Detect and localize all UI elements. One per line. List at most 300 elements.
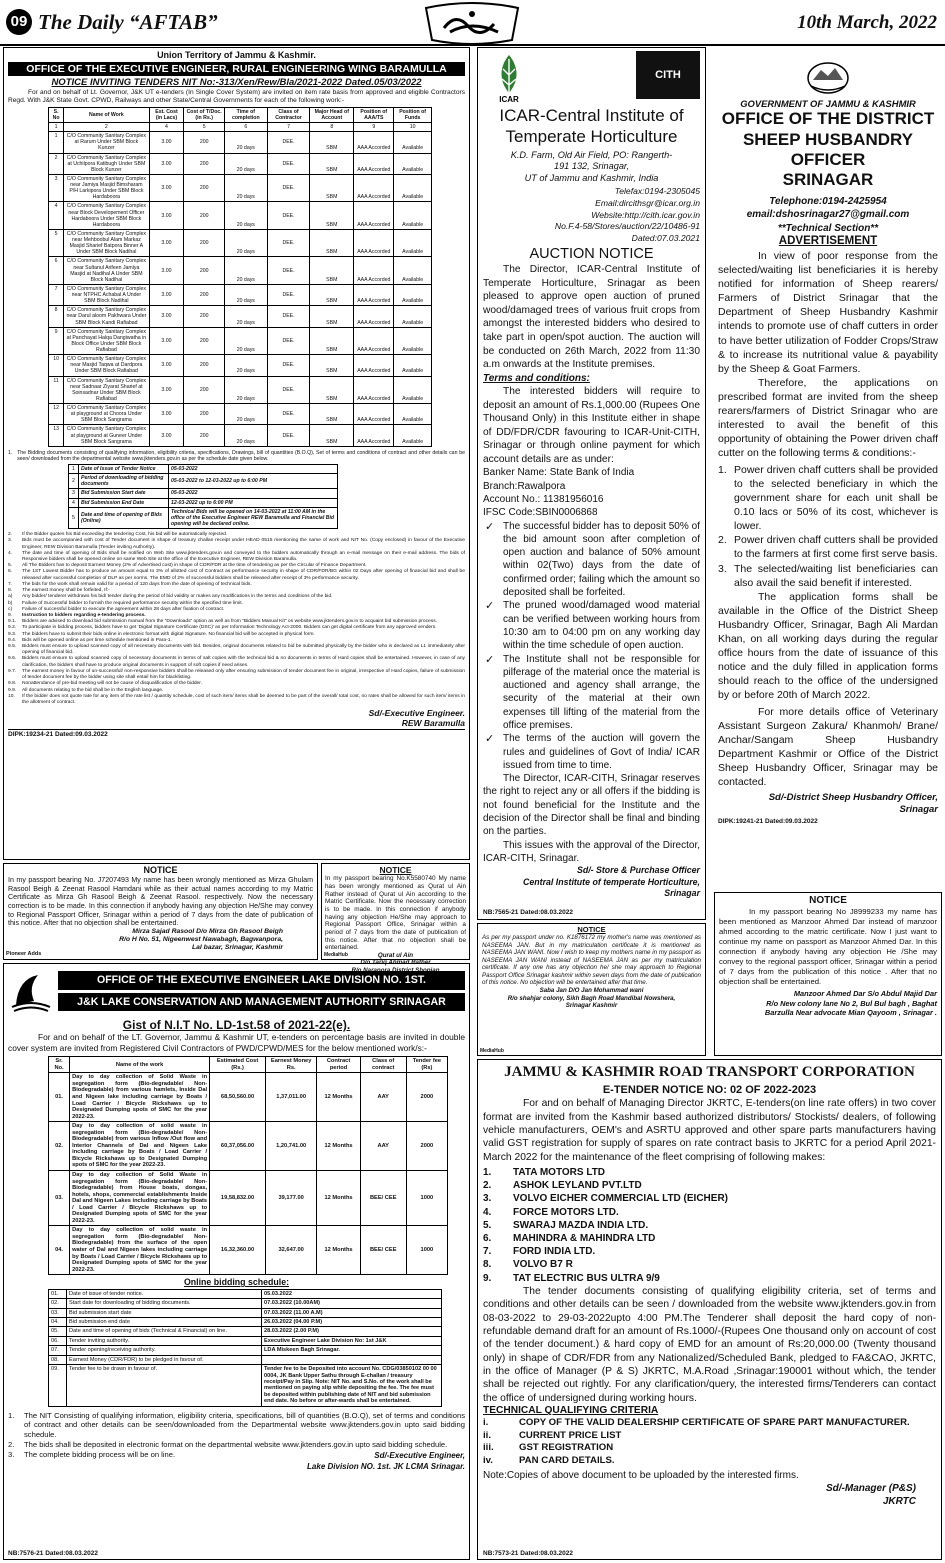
notice-4 bbox=[714, 892, 942, 1056]
rew-clause bbox=[8, 569, 465, 581]
lake-row-fee: 2000 bbox=[406, 1122, 447, 1171]
rew-row-class: DEE. bbox=[267, 404, 310, 425]
jkrtc-make-item bbox=[483, 1245, 936, 1258]
rew-clause-text: If the Bidder quotes his Bid exceeding the tendering Cost, his bid will be automatically rejected. bbox=[22, 532, 228, 538]
rew-row-head: SBM bbox=[310, 257, 354, 285]
rew-row-funds: Available bbox=[394, 306, 432, 327]
jkrtc-make-name: TATA MOTORS LTD bbox=[513, 1167, 606, 1179]
sheep-p4: For more details office of Veterinary Assistant Surgeon Zakura/ Khanmoh/ Brane/ Anchar/Sangam Sheep Husbandry Department Kashmir or Office of the District Sheep Husbandry Officer, Srinagar may be contacted. bbox=[718, 706, 938, 789]
rew-table-row bbox=[49, 229, 432, 257]
lake-schedule-row bbox=[49, 1365, 442, 1407]
rew-row-head: SBM bbox=[310, 327, 354, 355]
rew-row-head: SBM bbox=[310, 284, 354, 305]
lake-col-header: Name of the work bbox=[70, 1057, 210, 1073]
jkrtc-subtitle: E-TENDER NOTICE NO: 02 OF 2022-2023 bbox=[602, 1084, 817, 1096]
rew-row-work: C/O Community Sanitary Complex at playground at Guneer Under SBM Block Sangrama bbox=[64, 425, 149, 446]
rew-clause-no: 9.7. bbox=[8, 668, 17, 674]
notice-2-title: NOTICE bbox=[379, 865, 412, 875]
rew-clause-text: All documents relating to the bid shall be in the English language. bbox=[22, 687, 164, 693]
icar-term-3: ✓ The Institute shall not be responsible for pilferage of the material once the material is auctioned and agency shall arrange, the security of the material at their own expenses till lifting of the material from the office premises. bbox=[483, 653, 700, 733]
notice-1-sign3: Lal bazar, Srinagar, Kashmir bbox=[191, 944, 283, 952]
jkrtc-make-item bbox=[483, 1232, 936, 1245]
rew-clause bbox=[8, 694, 465, 706]
icar-sign1: Sd/- Store & Purchase Officer bbox=[576, 865, 700, 876]
notice-2-sign2: D/o Tariq Ahmad Rather bbox=[360, 959, 431, 967]
rew-row-cost: 3.00 bbox=[149, 153, 184, 174]
rew-row-work: C/O Community Sanitary Complex at playground at Choora Under SBM Block Sangrama bbox=[64, 404, 149, 425]
rew-col-number: 8 bbox=[310, 123, 354, 132]
rew-clause bbox=[8, 538, 465, 550]
jkrtc-criteria-item bbox=[483, 1442, 936, 1454]
sheep-title-2: SHEEP HUSBANDRY OFFICER bbox=[742, 129, 914, 170]
notice-2-sign1: Qurat ul Ain bbox=[377, 952, 414, 960]
sheep-title-3: SRINAGAR bbox=[782, 170, 874, 190]
rew-row-time: 20 days bbox=[224, 355, 267, 376]
lake-sched-no: 05. bbox=[49, 1327, 67, 1336]
notice-4-sign1: Manzoor Ahmed Dar S/o Abdul Majid Dar bbox=[793, 989, 937, 998]
rew-row-doc-cost: 200 bbox=[184, 306, 225, 327]
lake-title-1: OFFICE OF THE EXECUTIVE ENGINEER LAKE DIVISION NO. 1ST. bbox=[58, 971, 465, 990]
sheep-sign1: Sd/-District Sheep Husbandry Officer, bbox=[768, 791, 938, 803]
jkrtc-make-no: 6. bbox=[483, 1233, 492, 1244]
rew-row-time: 20 days bbox=[224, 425, 267, 446]
lake-sched-title: Online bidding schedule: bbox=[183, 1277, 290, 1288]
sheep-p1: In view of poor response from the selected/waiting list beneficiaries it is hereby notified for information of Sheep rearers/ Farmers of District Srinagar that the Department of Sheep Husbandry Kashmir intends to promote use of chaff cutters in order to have better utilization of Fodder Crops/Straw & to increase its nutritional value & payability by the Sheep & Goat Farmers. bbox=[718, 250, 938, 375]
rew-clause-no: 9.8. bbox=[8, 681, 17, 687]
icar-logo-icon bbox=[483, 51, 535, 103]
rew-clause-no: 9.5. bbox=[8, 644, 17, 650]
rew-clause-text: The date and time of opening of Bids shall be notified on Web Site www.jktenders.gov.in and conveyed to the bidders automatically through an e-mail message on their e-mail address. The bids of Responsive bidders shall be opened online on same Web Site at the office of the Executive Engineer, REW Division Baramulla. bbox=[22, 550, 465, 562]
rew-row-work: C/O Community Sanitary Complex near Darul aloom Pakhwara Under SBM Block Kandi Rafiabad bbox=[64, 306, 149, 327]
rew-row-cost: 3.00 bbox=[149, 132, 184, 153]
rew-sched-value: 05-03-2022 bbox=[169, 465, 338, 474]
sheep-p2: Therefore, the applications on prescribed format are invited from the sheep rearers/farmers of District Srinagar who are interested to avail the benefit of this opportunity of obtaining the Power driven chaff cutter on the following terms & conditions:- bbox=[718, 376, 938, 460]
rew-row-funds: Available bbox=[394, 257, 432, 285]
rew-table-row bbox=[49, 284, 432, 305]
lake-sched-no: 06. bbox=[49, 1336, 67, 1345]
notice-3-body: As per my passport under no. K1876172 my mother's name was mentioned as NASEEMA JAN. But in my matriculation certificate it is mentioned as NASEEMA JAN WANI. Now I wish to keep my mothers name in my passport as NASEEMA JAN WANI instead of NASEEMA JAN as per my matriculation certificate. If any one has any objection he/ she may approach to Regional Passport Office Srinagar kashmir within seven days from the date of publication of this notice. No objection will be entertained after that time. bbox=[482, 934, 701, 987]
rew-col-number: 10 bbox=[394, 123, 432, 132]
rew-table-row bbox=[49, 257, 432, 285]
rew-clause-no: 9.9. bbox=[8, 687, 17, 693]
rew-clause-text: Any bidder/ tenderer withdraws his bid/ tender during the period of bid validity or makes any modifications in the terms and conditions of the bid. bbox=[22, 594, 333, 600]
lake-row-fee: 2000 bbox=[406, 1073, 447, 1122]
notice-3 bbox=[477, 923, 706, 1056]
rew-col-header: Position of AAA/TS bbox=[354, 107, 394, 122]
rew-sched-value: 05-03-2022 bbox=[169, 489, 338, 498]
lake-row-cost: 68,50,560.00 bbox=[210, 1073, 266, 1122]
jkrtc-crit-text: COPY OF THE VALID DEALERSHIP CERTIFICATE OF SPARE PART MANUFACTURER. bbox=[519, 1417, 910, 1429]
lcma-logo-icon bbox=[8, 967, 54, 1015]
rew-row-funds: Available bbox=[394, 376, 432, 404]
cith-logo-icon: CITH bbox=[636, 51, 700, 99]
lake-row-work: Day to day collection of solid waste in segregation form (Bio-degradable/ Non-Biodegradable) from various Inflow /Out flow and Interior Channels of Dal and Nigeen Lake including carriage by Boats / Load Carrier / Bicycle Rickshaws up to Designated Dumping spots of SMC for the year 2022-23. bbox=[70, 1122, 210, 1171]
rew-row-funds: Available bbox=[394, 153, 432, 174]
rew-col-number: 7 bbox=[267, 123, 310, 132]
rew-row-doc-cost: 200 bbox=[184, 355, 225, 376]
notice-2 bbox=[321, 863, 470, 967]
rew-sched-no: 1 bbox=[69, 465, 79, 474]
lake-table-row bbox=[49, 1170, 448, 1225]
jkrtc-make-name: ASHOK LEYLAND PVT.LTD bbox=[513, 1180, 642, 1192]
rew-row-funds: Available bbox=[394, 132, 432, 153]
sheep-sign2: Srinagar bbox=[899, 803, 938, 815]
rew-clause-text: To participate in bidding process, bidders have to get ‘Digital Signature Certificate (DSC)’ as per Information Technology Act-2000. Bidders can get digital certificate from any approved venders. bbox=[22, 625, 437, 631]
rew-clause-no: 3. bbox=[8, 538, 13, 544]
jkrtc-criteria-item bbox=[483, 1430, 936, 1442]
jkrtc-p2: The tender documents consisting of qualifying eligibility criteria, set of terms and conditions and other details can be seen / downloaded from the website www.jktenders.gov.in from 08-03-2022 to 29-03-2022upto 4:00 PM.The Tenderer shall deposit the hard copy of non-refundable demand draft for an amount of Rs.1000/-(Rupees One thousand only on account of cost of the tender document.) & hard copy of EMD for an amount of Rs:20,000.00 (Twenty thousand only) in shape of CDR/FDR from any Nationalized/Scheduled Bank, pledged to FA&CAO, JKRTC, in the office of Manager (P & S) JKRTC, M.A.Road ,Srinagar:190001 without which, the tender shall be rejected out rightly. For any clarification/query, the interested firms/Tenderers can contact the office of undersigned during working hours. bbox=[483, 1285, 936, 1404]
rew-col-number: 9 bbox=[354, 123, 394, 132]
rew-row-time: 20 days bbox=[224, 229, 267, 257]
lake-division-ad bbox=[3, 963, 470, 1560]
rew-row-class: DEE. bbox=[267, 132, 310, 153]
jkrtc-make-name: VOLVO B7 R bbox=[513, 1259, 573, 1271]
rew-row-time: 20 days bbox=[224, 257, 267, 285]
notice-1-sign2: R/o H No. 51, Nigeenwest Nawabagh, Bagwanpora, bbox=[119, 936, 283, 944]
rew-clause-no: a) bbox=[8, 594, 13, 600]
rew-col-header: Est. Cost (in Lacs) bbox=[149, 107, 184, 122]
icar-term-2: ✓ The pruned wood/damaged wood material can be verified between working hours from 10:30 am to 04:00 pm on any working day within the time schedule of open auction. bbox=[483, 599, 700, 652]
rew-row-funds: Available bbox=[394, 355, 432, 376]
rew-col-header: Cost of T/Doc. (in Rs.) bbox=[184, 107, 225, 122]
rew-schedule-row bbox=[69, 489, 338, 498]
jkrtc-note: Note:Copies of above document to be uploaded by the interested firms. bbox=[483, 1470, 799, 1482]
rew-row-doc-cost: 200 bbox=[184, 425, 225, 446]
rew-sched-item: Bid Submission Start date bbox=[79, 489, 169, 498]
rew-row-funds: Available bbox=[394, 327, 432, 355]
rew-sign2: REW Baramulla bbox=[8, 718, 465, 729]
notice-1-source: Pioneer Adds bbox=[6, 951, 42, 958]
rew-row-doc-cost: 200 bbox=[184, 376, 225, 404]
svg-text:ICAR: ICAR bbox=[499, 95, 519, 103]
rew-row-head: SBM bbox=[310, 376, 354, 404]
lake-sched-item: Start date for downloading of bidding documents. bbox=[67, 1299, 262, 1308]
rew-row-doc-cost: 200 bbox=[184, 327, 225, 355]
notice-1-sign1: Mirza Sajad Rasool D/o Mirza Gh Rasool Beigh bbox=[132, 928, 283, 936]
lake-col-header: Class of contract bbox=[360, 1057, 406, 1073]
lake-schedule-row bbox=[49, 1318, 442, 1327]
rew-row-class: DEE. bbox=[267, 376, 310, 404]
jkrtc-make-name: FORD INDIA LTD. bbox=[513, 1246, 596, 1258]
issue-date: 10th March, 2022 bbox=[797, 12, 937, 33]
lake-gist: Gist of N.I.T No. LD-1st.58 of 2021-22(e). bbox=[122, 1018, 351, 1032]
jkrtc-crit-no: ii. bbox=[483, 1429, 491, 1441]
lake-intro: For and on behalf of the LT. Governor, Jammu & Kashmir UT, e-tenders on percentage basis are invited in double cover system are invited from Registered Civil Contractors of PWD/CPWD/MES for the below mentioned work/s:- bbox=[8, 1032, 465, 1054]
rew-row-sno: 3 bbox=[49, 174, 64, 202]
rew-row-head: SBM bbox=[310, 132, 354, 153]
lake-row-fee: 1000 bbox=[406, 1170, 447, 1225]
rew-row-head: SBM bbox=[310, 229, 354, 257]
rew-row-funds: Available bbox=[394, 174, 432, 202]
rew-row-time: 20 days bbox=[224, 284, 267, 305]
rew-row-aaa: AAA Accorded bbox=[354, 327, 394, 355]
rew-row-sno: 11 bbox=[49, 376, 64, 404]
rew-row-work: C/O Community Sanitary Complex at Uchilpora Katibugh Under SBM Block Kunzer bbox=[64, 153, 149, 174]
rew-clause-no: b) bbox=[8, 600, 13, 606]
rew-row-aaa: AAA Accorded bbox=[354, 257, 394, 285]
rew-clause-no: 9. bbox=[8, 612, 13, 618]
notice-3-sign3: Srinagar Kashmir bbox=[565, 1002, 618, 1010]
rew-clause-no: 6. bbox=[8, 569, 13, 575]
rew-row-head: SBM bbox=[310, 202, 354, 230]
rew-row-class: DEE. bbox=[267, 355, 310, 376]
lake-table-row bbox=[49, 1073, 448, 1122]
rew-col-number: 5 bbox=[184, 123, 225, 132]
page-number: 09 bbox=[6, 9, 32, 35]
rew-row-time: 20 days bbox=[224, 132, 267, 153]
rew-row-time: 20 days bbox=[224, 327, 267, 355]
rew-sched-value: 05-03-2022 to 12-03-2022 up to 6:00 PM bbox=[169, 474, 338, 489]
lake-row-emd: 39,177.00 bbox=[265, 1170, 316, 1225]
jkrtc-make-no: 9. bbox=[483, 1272, 492, 1284]
jkrtc-crit-no: iii. bbox=[483, 1442, 494, 1454]
rew-col-number: 1 bbox=[49, 123, 64, 132]
jkrtc-crit-text: GST REGISTRATION bbox=[519, 1442, 614, 1454]
icar-addr-2: 191 132, Srinagar, bbox=[553, 161, 630, 172]
lake-schedule-row bbox=[49, 1336, 442, 1345]
rew-row-work: C/O Community Sanitary Complex near Jamiya Masjid Bimsharam P/H Larkipora Under SBM Block Hardaboora bbox=[64, 174, 149, 202]
jkrtc-make-no: 2. bbox=[483, 1180, 492, 1192]
lake-schedule-row bbox=[49, 1289, 442, 1298]
icar-p4: This issues with the approval of the Director, ICAR-CITH, Srinagar. bbox=[483, 839, 700, 864]
rew-dipk: DIPK:19234-21 Dated:09.03.2022 bbox=[8, 730, 108, 738]
rew-row-cost: 3.00 bbox=[149, 229, 184, 257]
rew-clause-text: The earnest money shall be forfeited, If:- bbox=[22, 588, 110, 594]
rew-row-aaa: AAA Accorded bbox=[354, 132, 394, 153]
lake-cond-1: 1. The NIT Consisting of qualifying information, eligibility criteria, specifications, bill of quantities (B.O.Q), set of terms and conditions of contract and other details can be seen/downloaded from the Departmental website www.jktenders.gov.in upto said bidding schedule. bbox=[8, 1410, 465, 1440]
rew-row-work: C/O Community Sanitary Complex near Sultanul Arifeen Jamiya Masjid at Nadihal A Under SBM Block Nadihal bbox=[64, 257, 149, 285]
rew-row-aaa: AAA Accorded bbox=[354, 355, 394, 376]
rew-row-aaa: AAA Accorded bbox=[354, 376, 394, 404]
rew-row-cost: 3.00 bbox=[149, 376, 184, 404]
sheep-husbandry-ad bbox=[714, 47, 942, 890]
rew-row-doc-cost: 200 bbox=[184, 284, 225, 305]
rew-nit: NOTICE INVITING TENDERS NIT No:-313/Xen/Rew/Bla/2021-2022 Dated.05/03/2022 bbox=[51, 77, 422, 89]
icar-acct: Account No.: 11381956016 bbox=[483, 493, 604, 505]
lake-sched-item: Tender fee to be drawn in favour of. bbox=[67, 1365, 262, 1407]
rew-clause-text: The earnest money in favour of un-successful/ non-responsive bidders shall be released only after ensuring submission of tender document fee in original, irrespective of Hard copies, failure of submission of tender document fee by the bidder using site shall entail him for blacklisting. bbox=[22, 668, 465, 681]
lake-row-sno: 04. bbox=[49, 1226, 70, 1275]
rew-table-row bbox=[49, 425, 432, 446]
notice-4-body: In my passport bearing No J8999233 my name has been mentioned as Manzoor Ahmed Dar instead of manzoor ahmed according to the matric certificate. Now I just want to continue my name on passport as Manzoor Ahmed Dar. In this connection if anybody having any objection He /She may convey to the regional passport officer, Srinagar within a period of 7 days from the publication of this notice . After that no objection shall be entertained. bbox=[719, 907, 937, 986]
page-header bbox=[0, 0, 945, 46]
lake-row-sno: 02. bbox=[49, 1122, 70, 1171]
rew-clause-no: 9.1. bbox=[8, 619, 17, 625]
rew-clause-text: Bids will be opened online as per time schedule mentioned in Para-1. bbox=[22, 637, 172, 643]
lake-sched-item: Tender opening/receiving authority. bbox=[67, 1346, 262, 1355]
lake-sched-value: 07.03.2022 (11.00 A.M) bbox=[262, 1308, 442, 1317]
icar-auction-ad bbox=[477, 47, 706, 920]
sheep-term-1: 1. Power driven chaff cutters shall be provided to the selected beneficiary in which the government share for each unit shall be 0.10 lacs or 50% of its cost, whichever is lower. bbox=[718, 464, 938, 533]
rew-row-doc-cost: 200 bbox=[184, 132, 225, 153]
lake-title-2: J&K LAKE CONSERVATION AND MANAGEMENT AUTHORITY SRINAGAR bbox=[58, 993, 465, 1012]
lake-cond-2: 2. The bids shall be deposited in electronic format on the departmental website www.jktenders.gov.in upto said bidding schedule. bbox=[8, 1439, 448, 1449]
rew-row-sno: 2 bbox=[49, 153, 64, 174]
lake-works-table bbox=[48, 1056, 448, 1275]
rew-row-class: DEE. bbox=[267, 202, 310, 230]
lake-col-header: Estimated Cost (Rs.) bbox=[210, 1057, 266, 1073]
rew-row-head: SBM bbox=[310, 404, 354, 425]
rew-clause-no: 2. bbox=[8, 532, 13, 538]
rew-row-class: DEE. bbox=[267, 174, 310, 202]
rew-row-funds: Available bbox=[394, 404, 432, 425]
rew-row-head: SBM bbox=[310, 153, 354, 174]
rew-clause bbox=[8, 644, 465, 656]
lake-row-emd: 32,647.00 bbox=[265, 1226, 316, 1275]
lake-schedule-row bbox=[49, 1308, 442, 1317]
rew-sched-no: 4 bbox=[69, 498, 79, 507]
rew-clause-no: 4. bbox=[8, 550, 13, 556]
lake-sched-value: Tender fee to be Deposited into account No. CDG/03850102 00 00 0004, JK Bank Upper Sathu through E-challan / treasury receipt/Pay in Slip. Note: NIT No. and S.No. of the work shall be mentioned on paying slip while depositing the fee. The fee must be deposited within publishing date of NIT and bid submission end date. No before or after-wards shall be entertained. bbox=[262, 1365, 442, 1407]
rew-row-work: C/O Community Sanitary Complex near Mehboobul Alam Markaz Masjid Sharief Batpora Binner A Under SBM Block Nadihal bbox=[64, 229, 149, 257]
rew-row-doc-cost: 200 bbox=[184, 174, 225, 202]
lake-table-row bbox=[49, 1122, 448, 1171]
rew-clause-text: The 1ST Lowest Bidder has to produce an amount equal to 3% of allotted cost of Contract as performance security in shape of CDR/FDR/BG within 02 Days after opening of financial bid and shall be released after successful completion of DLP as per norms. The EMD of 2% of successful bidders shall be released after receipt of 3% performance security. bbox=[22, 569, 465, 581]
rew-row-sno: 7 bbox=[49, 284, 64, 305]
rew-clause bbox=[8, 669, 465, 681]
rew-sched-item: Bid Submission End Date bbox=[79, 498, 169, 507]
rew-row-sno: 5 bbox=[49, 229, 64, 257]
rew-row-work: C/O Community Sanitary Complex near Block Developement Officer Hardaboora Under SBM Block Hardaboora bbox=[64, 202, 149, 230]
rew-sign1: Sd/-Executive Engineer. bbox=[368, 708, 465, 719]
rew-row-aaa: AAA Accorded bbox=[354, 202, 394, 230]
rew-row-class: DEE. bbox=[267, 425, 310, 446]
rew-table-row bbox=[49, 132, 432, 153]
rew-col-header: Name of Work bbox=[64, 107, 149, 122]
rew-row-cost: 3.00 bbox=[149, 174, 184, 202]
lake-row-period: 12 Months bbox=[317, 1073, 360, 1122]
rew-clause-text: Bidders must ensure to upload scanned copy of all necessary documents with bid. Besides, original documents related to bid be submitted physically by the bidder who is declared as L1 immediately after opening of financial bid. bbox=[22, 644, 465, 656]
lake-schedule-row bbox=[49, 1299, 442, 1308]
notice-1-body: In my passport bearing No. J7207493 My name has been wrongly mentioned as Mirza Ghulam Rasool Beigh & Zeenat Rasool Hamdani while as their actual names according to my Matric Certificate as Mirza Gh Rasool Beigh & Zeenat Rasool. respectively. Now the necessary correction is to be made. In this connection if anybody having any objection He/She may convey to Regional Passport Officer, Srinagar within a period of 7 days from the date of publication of this notice. After that no objection shall be entertained. bbox=[8, 875, 313, 928]
rew-row-cost: 3.00 bbox=[149, 284, 184, 305]
rew-col-number: 6 bbox=[224, 123, 267, 132]
icar-term-4: ✓ The terms of the auction will govern the rules and guidelines of Govt of India/ ICAR issued from time to time. bbox=[483, 732, 700, 772]
jkrtc-sign1: Sd/-Manager (P&S) bbox=[825, 1483, 916, 1495]
rew-row-work: C/O Community Sanitary Complex near Sadnaar Ziyarat Sharief at Soinsadnar Under SBM Block Rafiabad bbox=[64, 376, 149, 404]
jkrtc-make-no: 7. bbox=[483, 1246, 492, 1258]
rew-clause-text: Failure of successful bidder to execute the agreement within 28 days after fixation of contract. bbox=[22, 606, 225, 612]
jkrtc-p1: For and on behalf of Managing Director JKRTC, E-tenders(on line rate offers) in two cover format are invited from the Kashmir based authorized distributors/ Stockists/ dealers, of following vehicle manufacturers, OEM's and ASRTU approved and other spare parts manufacturers having valid GST registration for supply of spares on rate contract basis to JKRTC for a period April 2021- March 2022 for the maintenance of the fleet comprising of following makes: bbox=[483, 1098, 936, 1163]
jkrtc-make-name: VOLVO EICHER COMMERCIAL LTD (EICHER) bbox=[513, 1193, 728, 1205]
rew-row-time: 20 days bbox=[224, 376, 267, 404]
rew-row-cost: 3.00 bbox=[149, 202, 184, 230]
jkrtc-make-no: 1. bbox=[483, 1167, 492, 1179]
lake-nb: NB:7576-21 Dated:08.03.2022 bbox=[8, 1550, 98, 1558]
jkrtc-make-no: 4. bbox=[483, 1206, 492, 1218]
rew-clause-text: The bidders have to submit their bids online in electronic format with digital Signature. No financial bid will be accepted in physical form. bbox=[22, 631, 315, 637]
lake-col-header: Tender fee (Rs) bbox=[406, 1057, 447, 1073]
rew-row-class: DEE. bbox=[267, 306, 310, 327]
lake-sched-item: Date and time of opening of bids (Technical & Financial) on line. bbox=[67, 1327, 262, 1336]
lake-schedule-row bbox=[49, 1355, 442, 1364]
rew-col-header: Major Head of Account bbox=[310, 107, 354, 122]
rew-row-cost: 3.00 bbox=[149, 404, 184, 425]
lake-schedule-row bbox=[49, 1346, 442, 1355]
rew-clause bbox=[8, 551, 465, 563]
rew-clause-text: Bidders are advised to download bid submission manual from the “Downloads” option as well as from “Bidders Manual Kit” on website www.jktenders.gov.in to acquaint bid submission process. bbox=[22, 619, 438, 625]
rew-row-time: 20 days bbox=[224, 306, 267, 327]
rew-clause-text: All The Bidders has to deposit Earnest Money (2% of Advertised cost) in shape of CDR/FDR at the time of tendering as per the Circular of Finance Department. bbox=[22, 563, 367, 569]
rew-row-cost: 3.00 bbox=[149, 425, 184, 446]
jkrtc-sign2: JKRTC bbox=[882, 1496, 916, 1508]
notice-1 bbox=[3, 863, 318, 960]
jkrtc-criteria-item bbox=[483, 1455, 936, 1467]
rew-row-aaa: AAA Accorded bbox=[354, 306, 394, 327]
sheep-term-2: 2. Power driven chaff cutters shall be provided to the farmers at first come first serve basis. bbox=[718, 534, 938, 561]
icar-sign3: Srinagar bbox=[664, 888, 700, 899]
rew-sched-item: Period of downloading of bidding documents bbox=[79, 474, 169, 489]
rew-clause-text: If the bidder does not quote rate for any item of the rate list / quantity schedule, cost of such item/ items shall be deemed to be part of the overall/ total cost, no rates shall be allowed for such item/ items in the allotment of contract. bbox=[22, 693, 465, 705]
icar-bank: Banker Name: State Bank of India bbox=[483, 467, 635, 479]
sheep-p3: The application forms shall be available in the Office of the District Sheep Husbandry Officer, Srinagar, Bagh Ali Mardan Khan, on all working days during the regular office hours from the date of issuance of this notice and the duly filled in application forms should reach to the office of the undersigned by or before 20th of March 2022. bbox=[718, 590, 938, 702]
icar-web: Website:http://cith.icar.gov.in bbox=[591, 209, 700, 220]
rew-table-row bbox=[49, 327, 432, 355]
icar-title-2: Temperate Horticulture bbox=[505, 127, 678, 147]
jkrtc-make-no: 3. bbox=[483, 1193, 492, 1205]
jkrtc-nb: NB:7573-21 Dated:08.03.2022 bbox=[483, 1550, 573, 1558]
lake-cond-3: 3. The complete bidding process will be on line. bbox=[8, 1449, 176, 1459]
lake-row-sno: 03. bbox=[49, 1170, 70, 1225]
ut-line: Union Territory of Jammu & Kashmir. bbox=[157, 50, 316, 60]
rew-row-time: 20 days bbox=[224, 202, 267, 230]
rew-clause-no: c) bbox=[8, 606, 13, 612]
lake-row-work: Day to day collection of Solid Waste in segregation form (Bio-degradable/ Non-Biodegradable) from various hamlets, Inside Dal and Nigeen lake including carriage by Boats / Load Carrier / Bicycle Rickshaws up to Designated Dumping spots of SMC for the year 2022-23. bbox=[70, 1073, 210, 1122]
rew-clause-text: Nonattendance of pre-bid meeting will not be cause of disqualification of the bidder. bbox=[22, 681, 202, 687]
lake-row-class: BEE/ CEE bbox=[360, 1226, 406, 1275]
jkrtc-make-name: MAHINDRA & MAHINDRA LTD bbox=[513, 1233, 656, 1244]
lake-col-header: Contract period bbox=[317, 1057, 360, 1073]
rew-clause-no: 8. bbox=[8, 588, 13, 594]
jk-emblem-icon bbox=[801, 58, 855, 96]
icar-terms-title: Terms and conditions: bbox=[483, 372, 590, 384]
jkrtc-make-item bbox=[483, 1192, 936, 1205]
rew-row-cost: 3.00 bbox=[149, 355, 184, 376]
icar-addr-3: UT of Jammu and Kashmir, India bbox=[524, 173, 659, 184]
rew-row-doc-cost: 200 bbox=[184, 257, 225, 285]
sheep-section: **Technical Section** bbox=[777, 222, 879, 234]
rew-row-sno: 12 bbox=[49, 404, 64, 425]
jkrtc-make-no: 5. bbox=[483, 1219, 492, 1231]
rew-row-head: SBM bbox=[310, 425, 354, 446]
sheep-email: email:dshosrinagar27@gmail.com bbox=[746, 209, 910, 221]
rew-schedule-row bbox=[69, 474, 338, 489]
jkrtc-make-item bbox=[483, 1206, 936, 1219]
rew-clause-no: 5. bbox=[8, 563, 13, 569]
rew-row-aaa: AAA Accorded bbox=[354, 404, 394, 425]
lake-sched-value bbox=[262, 1355, 442, 1364]
notice-4-sign2: R/o New colony lane No 2, Bul Bul bagh , Baghat bbox=[766, 998, 937, 1008]
icar-branch: Branch:Rawalpora bbox=[483, 480, 566, 492]
jkrtc-crit-text: CURRENT PRICE LIST bbox=[519, 1429, 622, 1441]
rew-row-head: SBM bbox=[310, 355, 354, 376]
sheep-term-3: 3. The selected/waiting list beneficiaries can also avail the said benefit if interested. bbox=[718, 562, 938, 589]
rew-row-class: DEE. bbox=[267, 327, 310, 355]
lake-col-header: Earnest Money Rs. bbox=[265, 1057, 316, 1073]
rew-row-class: DEE. bbox=[267, 153, 310, 174]
rew-clause-text: Instruction to bidders regarding e-tendering process. bbox=[22, 612, 146, 618]
rew-table-row bbox=[49, 306, 432, 327]
rew-row-sno: 1 bbox=[49, 132, 64, 153]
rew-row-aaa: AAA Accorded bbox=[354, 284, 394, 305]
rew-col-header: Position of Funds bbox=[394, 107, 432, 122]
lake-sched-value: 07.03.2022 (10.00AM) bbox=[262, 1299, 442, 1308]
jkrtc-crit-text: PAN CARD DETAILS. bbox=[519, 1454, 615, 1466]
jkrtc-makes-list bbox=[483, 1166, 936, 1285]
newspaper-name: The Daily “AFTAB” bbox=[38, 10, 218, 34]
lake-sched-no: 08. bbox=[49, 1355, 67, 1364]
rew-clause bbox=[8, 656, 465, 668]
